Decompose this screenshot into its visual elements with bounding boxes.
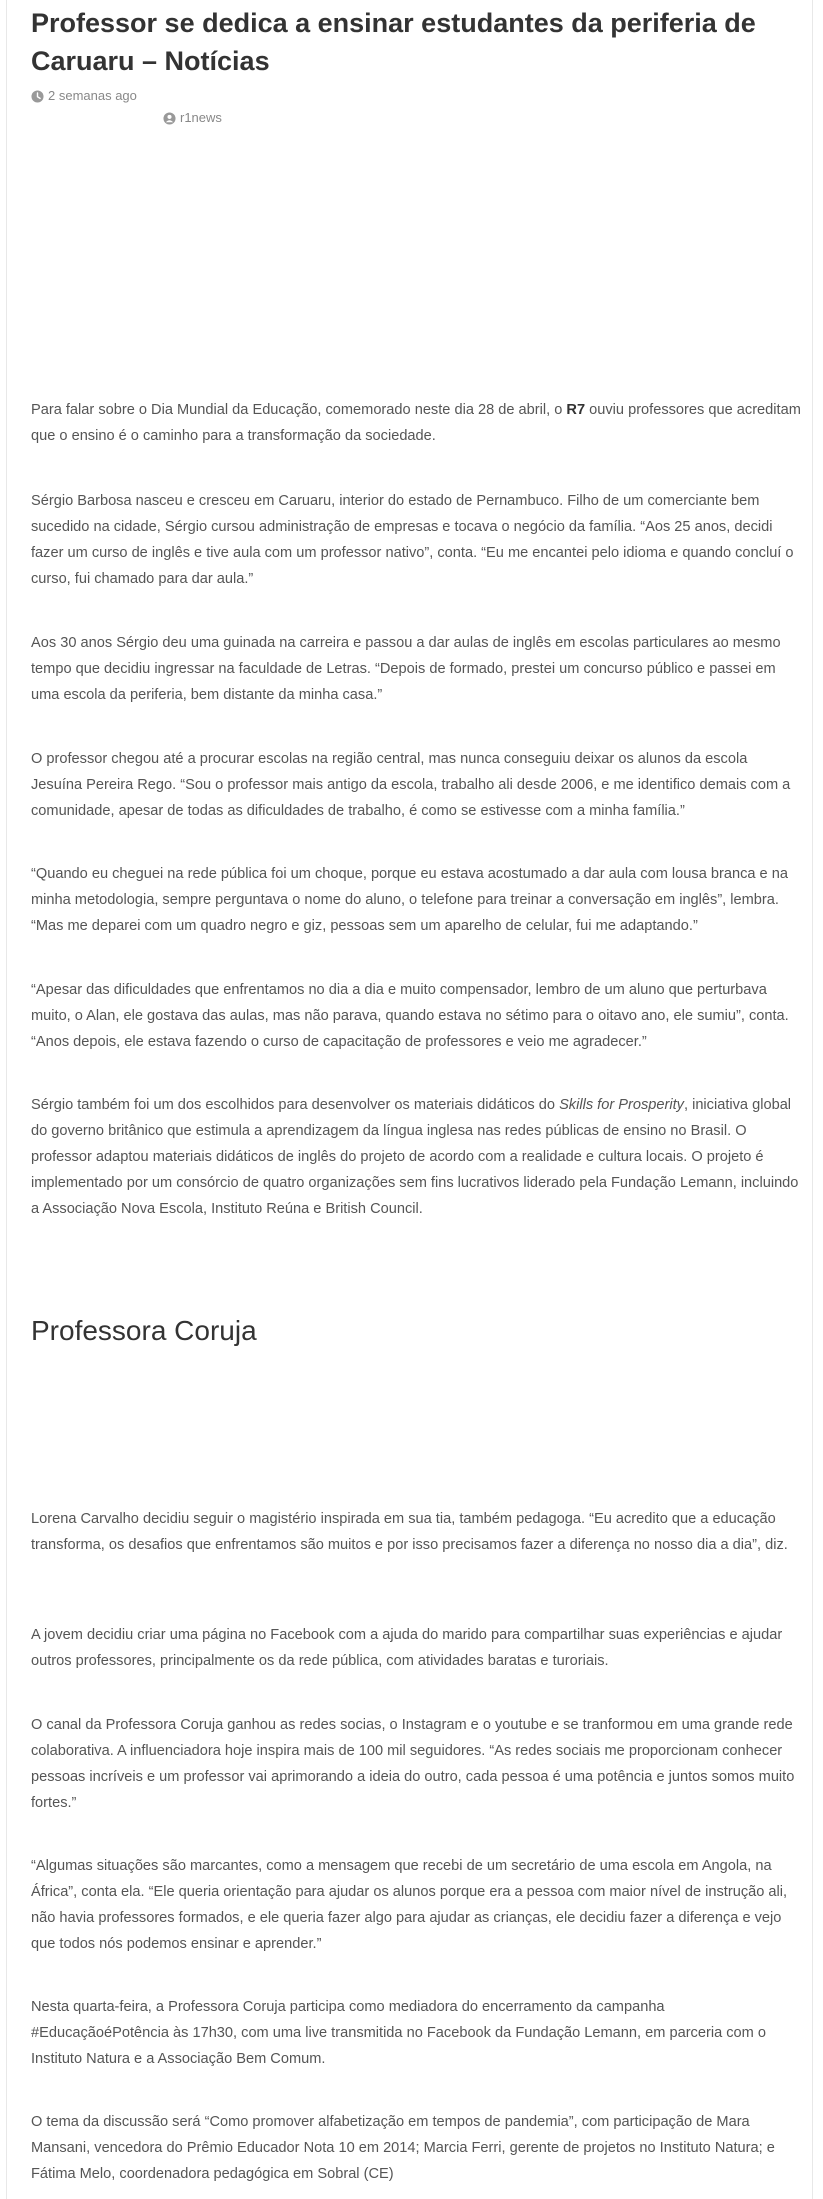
paragraph-9: A jovem decidiu criar uma página no Facebook com a ajuda do marido para compartilhar suas experiências e ajudar outros professores, principalmente os da rede pública, com atividades baratas e turoriais. <box>31 1627 783 1669</box>
user-icon <box>163 112 176 125</box>
paragraph-1 <box>31 397 801 449</box>
paragraph-1-start: Para falar sobre o Dia Mundial da Educação, comemorado neste dia 28 de abril, o <box>31 402 567 418</box>
section-heading: Professora Coruja <box>31 1315 257 1346</box>
paragraph-3: Aos 30 anos Sérgio deu uma guinada na carreira e passou a dar aulas de inglês em escolas particulares ao mesmo tempo que decidiu ingressar na faculdade de Letras. “Depois de formado, prestei um concurso público e passei em uma escola da periferia, bem distante da minha casa.” <box>31 635 781 703</box>
paragraph-4: O professor chegou até a procurar escolas na região central, mas nunca conseguiu deixar os alunos da escola Jesuína Pereira Rego. “Sou o professor mais antigo da escola, trabalho ali desde 2006, e me identifico demais com a comunidade, apesar de todas as dificuldades de trabalho, é como se estivesse com a minha família.” <box>31 751 791 819</box>
paragraph-13: O tema da discussão será “Como promover alfabetização em tempos de pandemia”, com participação de Mara Mansani, vencedora do Prêmio Educador Nota 10 em 2014; Marcia Ferri, gerente de projetos no Instituto Natura; e Fátima Melo, coordenadora pedagógica em Sobral (CE) <box>31 2114 775 2182</box>
paragraph-7-start: Sérgio também foi um dos escolhidos para desenvolver os materiais didáticos do <box>31 1097 560 1113</box>
paragraph-10: O canal da Professora Coruja ganhou as redes socias, o Instagram e o youtube e se tranformou em uma grande rede colaborativa. A influenciadora hoje inspira mais de 100 mil seguidores. “As redes sociais me proporcionam conhecer pessoas incríveis e um professor vai aprimorando a ideia do outro, cada pessoa é uma potência e juntos somos muito fortes.” <box>31 1717 795 1811</box>
paragraph-11: “Algumas situações são marcantes, como a mensagem que recebi de um secretário de uma escola em Angola, na África”, conta ela. “Ele queria orientação para ajudar os alunos porque era a pessoa com maior nível de instrução ali, não havia professores formados, e ele queria fazer algo para ajudar as crianças, ele decidiu fazer a diferença e vejo que todos nós podemos ensinar e aprender.” <box>31 1858 788 1952</box>
paragraph-1-end: ouviu professores que acreditam que o ensino é o caminho para a transformação da sociedade. <box>31 402 801 444</box>
article-page <box>6 0 813 2199</box>
post-date <box>31 87 137 105</box>
paragraph-8: Lorena Carvalho decidiu seguir o magistério inspirada em sua tia, também pedagoga. “Eu acredito que a educação transforma, os desafios que enfrentamos são muitos e por isso precisamos fazer a diferença no nosso dia a dia”, diz. <box>31 1511 788 1553</box>
paragraph-7 <box>31 1092 801 1222</box>
r7-brand: R7 <box>566 402 586 418</box>
post-date-text: 2 semanas ago <box>48 88 137 103</box>
post-author-name[interactable]: r1news <box>180 110 222 125</box>
paragraph-5: “Quando eu cheguei na rede pública foi um choque, porque eu estava acostumado a dar aula com lousa branca e na minha metodologia, sempre perguntava o nome do aluno, o telefone para treinar a conversação em inglês”, lembra. “Mas me deparei com um quadro negro e giz, pessoas sem um aparelho de celular, fui me adaptando.” <box>31 866 788 934</box>
paragraph-2: Sérgio Barbosa nasceu e cresceu em Caruaru, interior do estado de Pernambuco. Filho de um comerciante bem sucedido na cidade, Sérgio cursou administração de empresas e tocava o negócio da família. “Aos 25 anos, decidi fazer um curso de inglês e tive aula com um professor nativo”, conta. “Eu me encantei pelo idioma e quando concluí o curso, fui chamado para dar aula.” <box>31 493 794 587</box>
paragraph-6: “Apesar das dificuldades que enfrentamos no dia a dia e muito compensador, lembro de um aluno que perturbava muito, o Alan, ele gostava das aulas, mas não parava, quando estava no sétimo para o oitavo ano, ele sumiu”, conta. “Anos depois, ele estava fazendo o curso de capacitação de professores e veio me agradecer.” <box>31 982 789 1050</box>
article-title: Professor se dedica a ensinar estudantes da periferia de Caruaru – Notícias <box>31 8 756 76</box>
post-author[interactable] <box>163 109 222 127</box>
clock-icon <box>31 90 44 103</box>
skills-for-prosperity: Skills for Prosperity <box>559 1097 684 1113</box>
paragraph-7-end: , iniciativa global do governo britânico que estimula a aprendizagem da língua inglesa nas redes públicas de ensino no Brasil. O professor adaptou materiais didáticos de inglês do projeto de acordo com a realidade e cultura locais. O projeto é implementado por um consórcio de quatro organizações sem fins lucrativos liderado pela Fundação Lemann, incluindo a Associação Nova Escola, Instituto Reúna e British Council. <box>31 1097 799 1217</box>
paragraph-12: Nesta quarta-feira, a Professora Coruja participa como mediadora do encerramento da campanha #EducaçãoéPotência às 17h30, com uma live transmitida no Facebook da Fundação Lemann, em parceria com o Instituto Natura e a Associação Bem Comum. <box>31 1999 766 2067</box>
